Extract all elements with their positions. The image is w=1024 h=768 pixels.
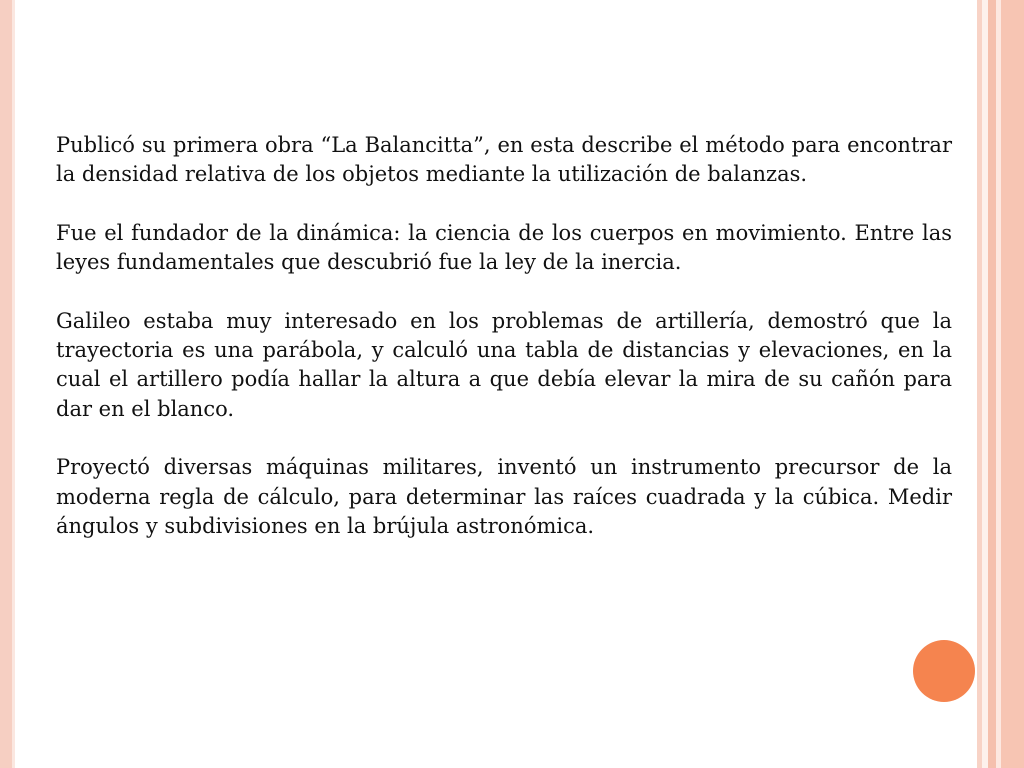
right-stripe (1001, 0, 1024, 768)
paragraph-artilleria: Galileo estaba muy interesado en los problemas de artillería, demostró que la trayectoria es una parábola, y calculó una tabla de distancias y elevaciones, en la cual el artillero podía hallar la altura a que debía elevar la mira de su cañón para dar en el blanco. (56, 308, 952, 421)
paragraph-dinamica: Fue el fundador de la dinámica: la ciencia de los cuerpos en movimiento. Entre las leyes fundamentales que descubrió fue la ley de la inercia. (56, 220, 952, 275)
left-border-inner (12, 0, 15, 768)
slide-body (56, 131, 952, 570)
right-stripe (988, 0, 996, 768)
paragraph-maquinas: Proyectó diversas máquinas militares, inventó un instrumento precursor de la moderna regla de cálculo, para determinar las raíces cuadrada y la cúbica. Medir ángulos y subdivisiones en la brújula astronómica. (56, 455, 952, 539)
paragraph-balancitta: Publicó su primera obra “La Balancitta”, en esta describe el método para encontrar la densidad relativa de los objetos mediante la utilización de balanzas. (56, 133, 952, 187)
left-border (0, 0, 12, 768)
decorative-circle (913, 640, 975, 702)
